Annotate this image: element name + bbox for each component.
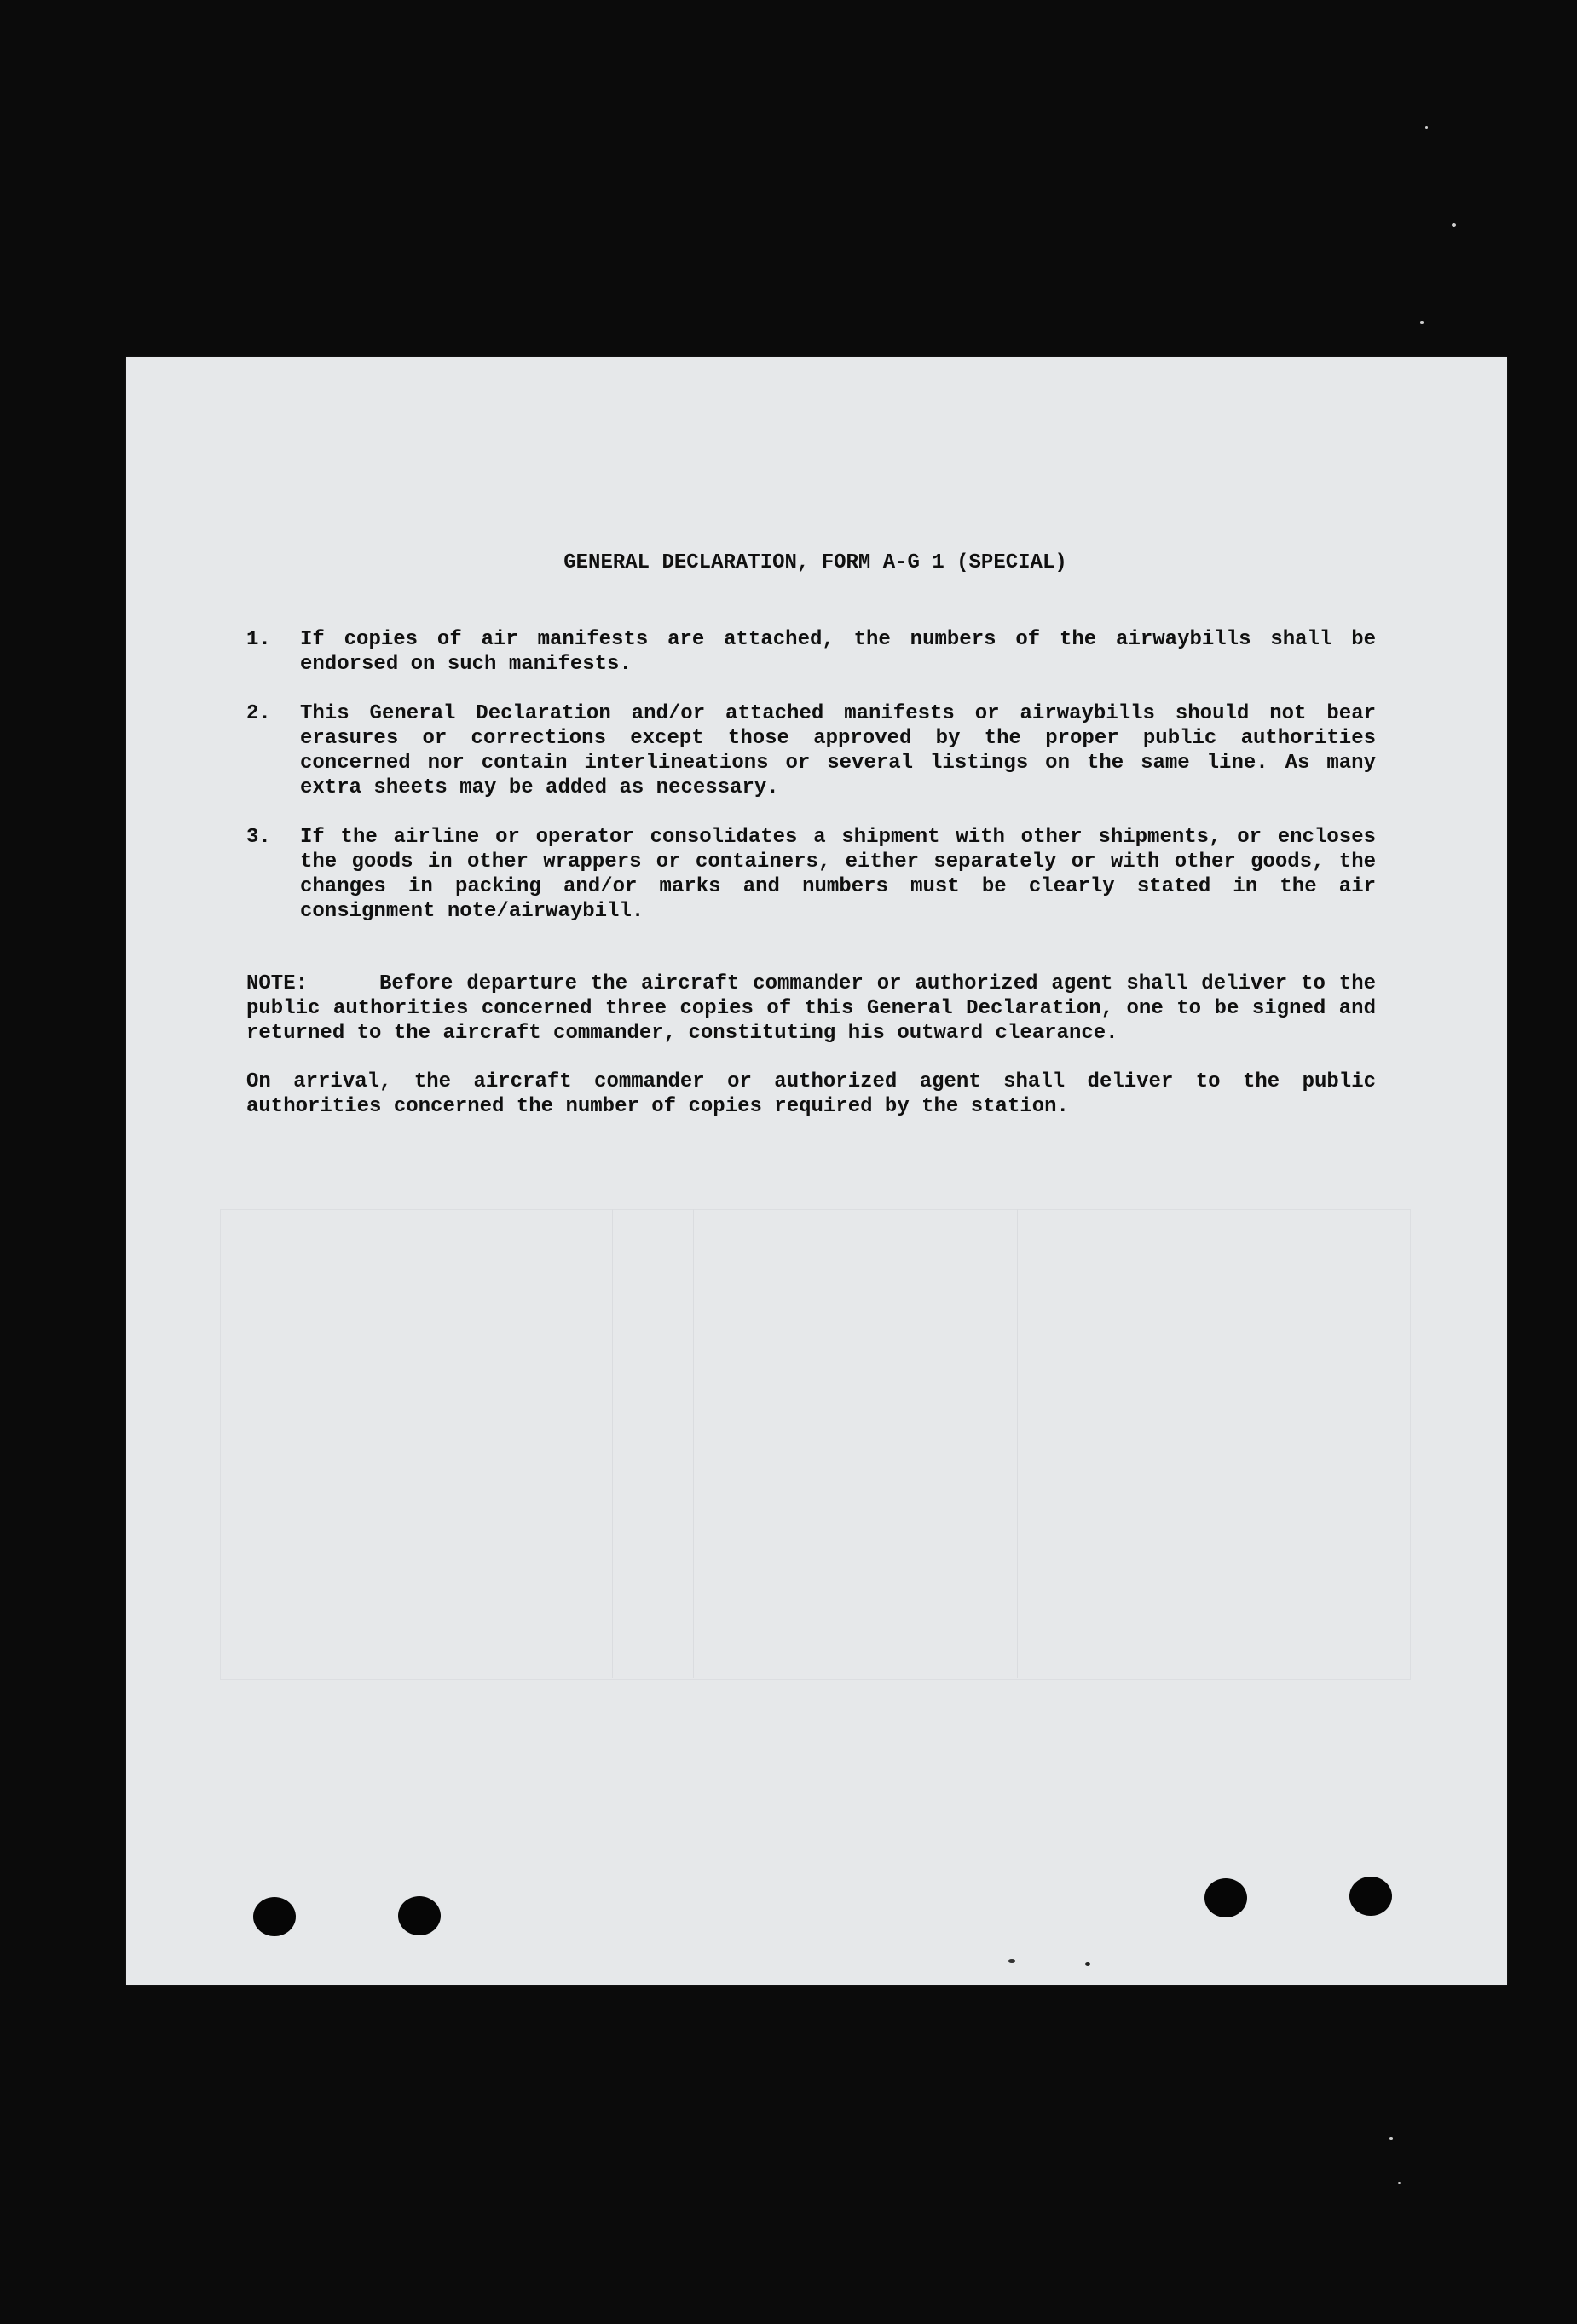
instruction-item-2 — [246, 701, 1376, 800]
instruction-item-1 — [246, 627, 1376, 677]
note-paragraph — [246, 972, 1376, 1046]
item-number: 1. — [246, 628, 271, 651]
punch-hole — [1204, 1878, 1247, 1917]
item-number: 3. — [246, 826, 271, 849]
document-page — [126, 357, 1507, 1985]
document-content — [246, 551, 1376, 1119]
dust-speck — [1452, 223, 1456, 227]
punch-hole — [253, 1897, 296, 1936]
note-text: Before departure the aircraft commander or authorized agent shall deliver to the public authorities concerned three copies of this General Declaration, one to be signed and returned to the aircraft commander, constituting his outward clearance. — [246, 972, 1376, 1045]
bleed-through-line — [693, 1209, 694, 1678]
arrival-section — [246, 1070, 1376, 1119]
punch-hole — [1349, 1877, 1392, 1916]
dust-speck — [1425, 126, 1428, 129]
arrival-text: On arrival, the aircraft commander or authorized agent shall deliver to the public authorities concerned the number of copies required by the station. — [246, 1070, 1376, 1118]
item-text: This General Declaration and/or attached manifests or airwaybills should not bear erasures or corrections except those approved by the proper public authorities concerned nor contain interlineations or several listings on the same line. As many extra sheets may be added as necessary. — [300, 702, 1376, 799]
document-title: GENERAL DECLARATION, FORM A-G 1 (SPECIAL) — [563, 551, 1067, 574]
item-number: 2. — [246, 702, 271, 725]
bleed-through-line — [612, 1209, 613, 1678]
dust-speck — [1085, 1962, 1090, 1966]
bleed-through-table — [220, 1209, 1411, 1680]
item-text: If the airline or operator consolidates a shipment with other shipments, or encloses the goods in other wrappers or containers, either separately or with other goods, the changes in packing and/or marks and numbers must be clearly stated in the air consignment note/airwaybill. — [300, 826, 1376, 923]
dust-speck — [1008, 1959, 1015, 1963]
instruction-item-3 — [246, 825, 1376, 924]
bleed-through-line — [1017, 1209, 1018, 1678]
note-section — [246, 972, 1376, 1046]
item-text: If copies of air manifests are attached, the numbers of the airwaybills shall be endorsed on such manifests. — [300, 628, 1376, 676]
dust-speck — [1389, 2137, 1393, 2140]
punch-hole — [398, 1896, 441, 1935]
note-label: NOTE: — [246, 972, 309, 995]
dust-speck — [1398, 2182, 1401, 2184]
dust-speck — [1420, 321, 1424, 324]
